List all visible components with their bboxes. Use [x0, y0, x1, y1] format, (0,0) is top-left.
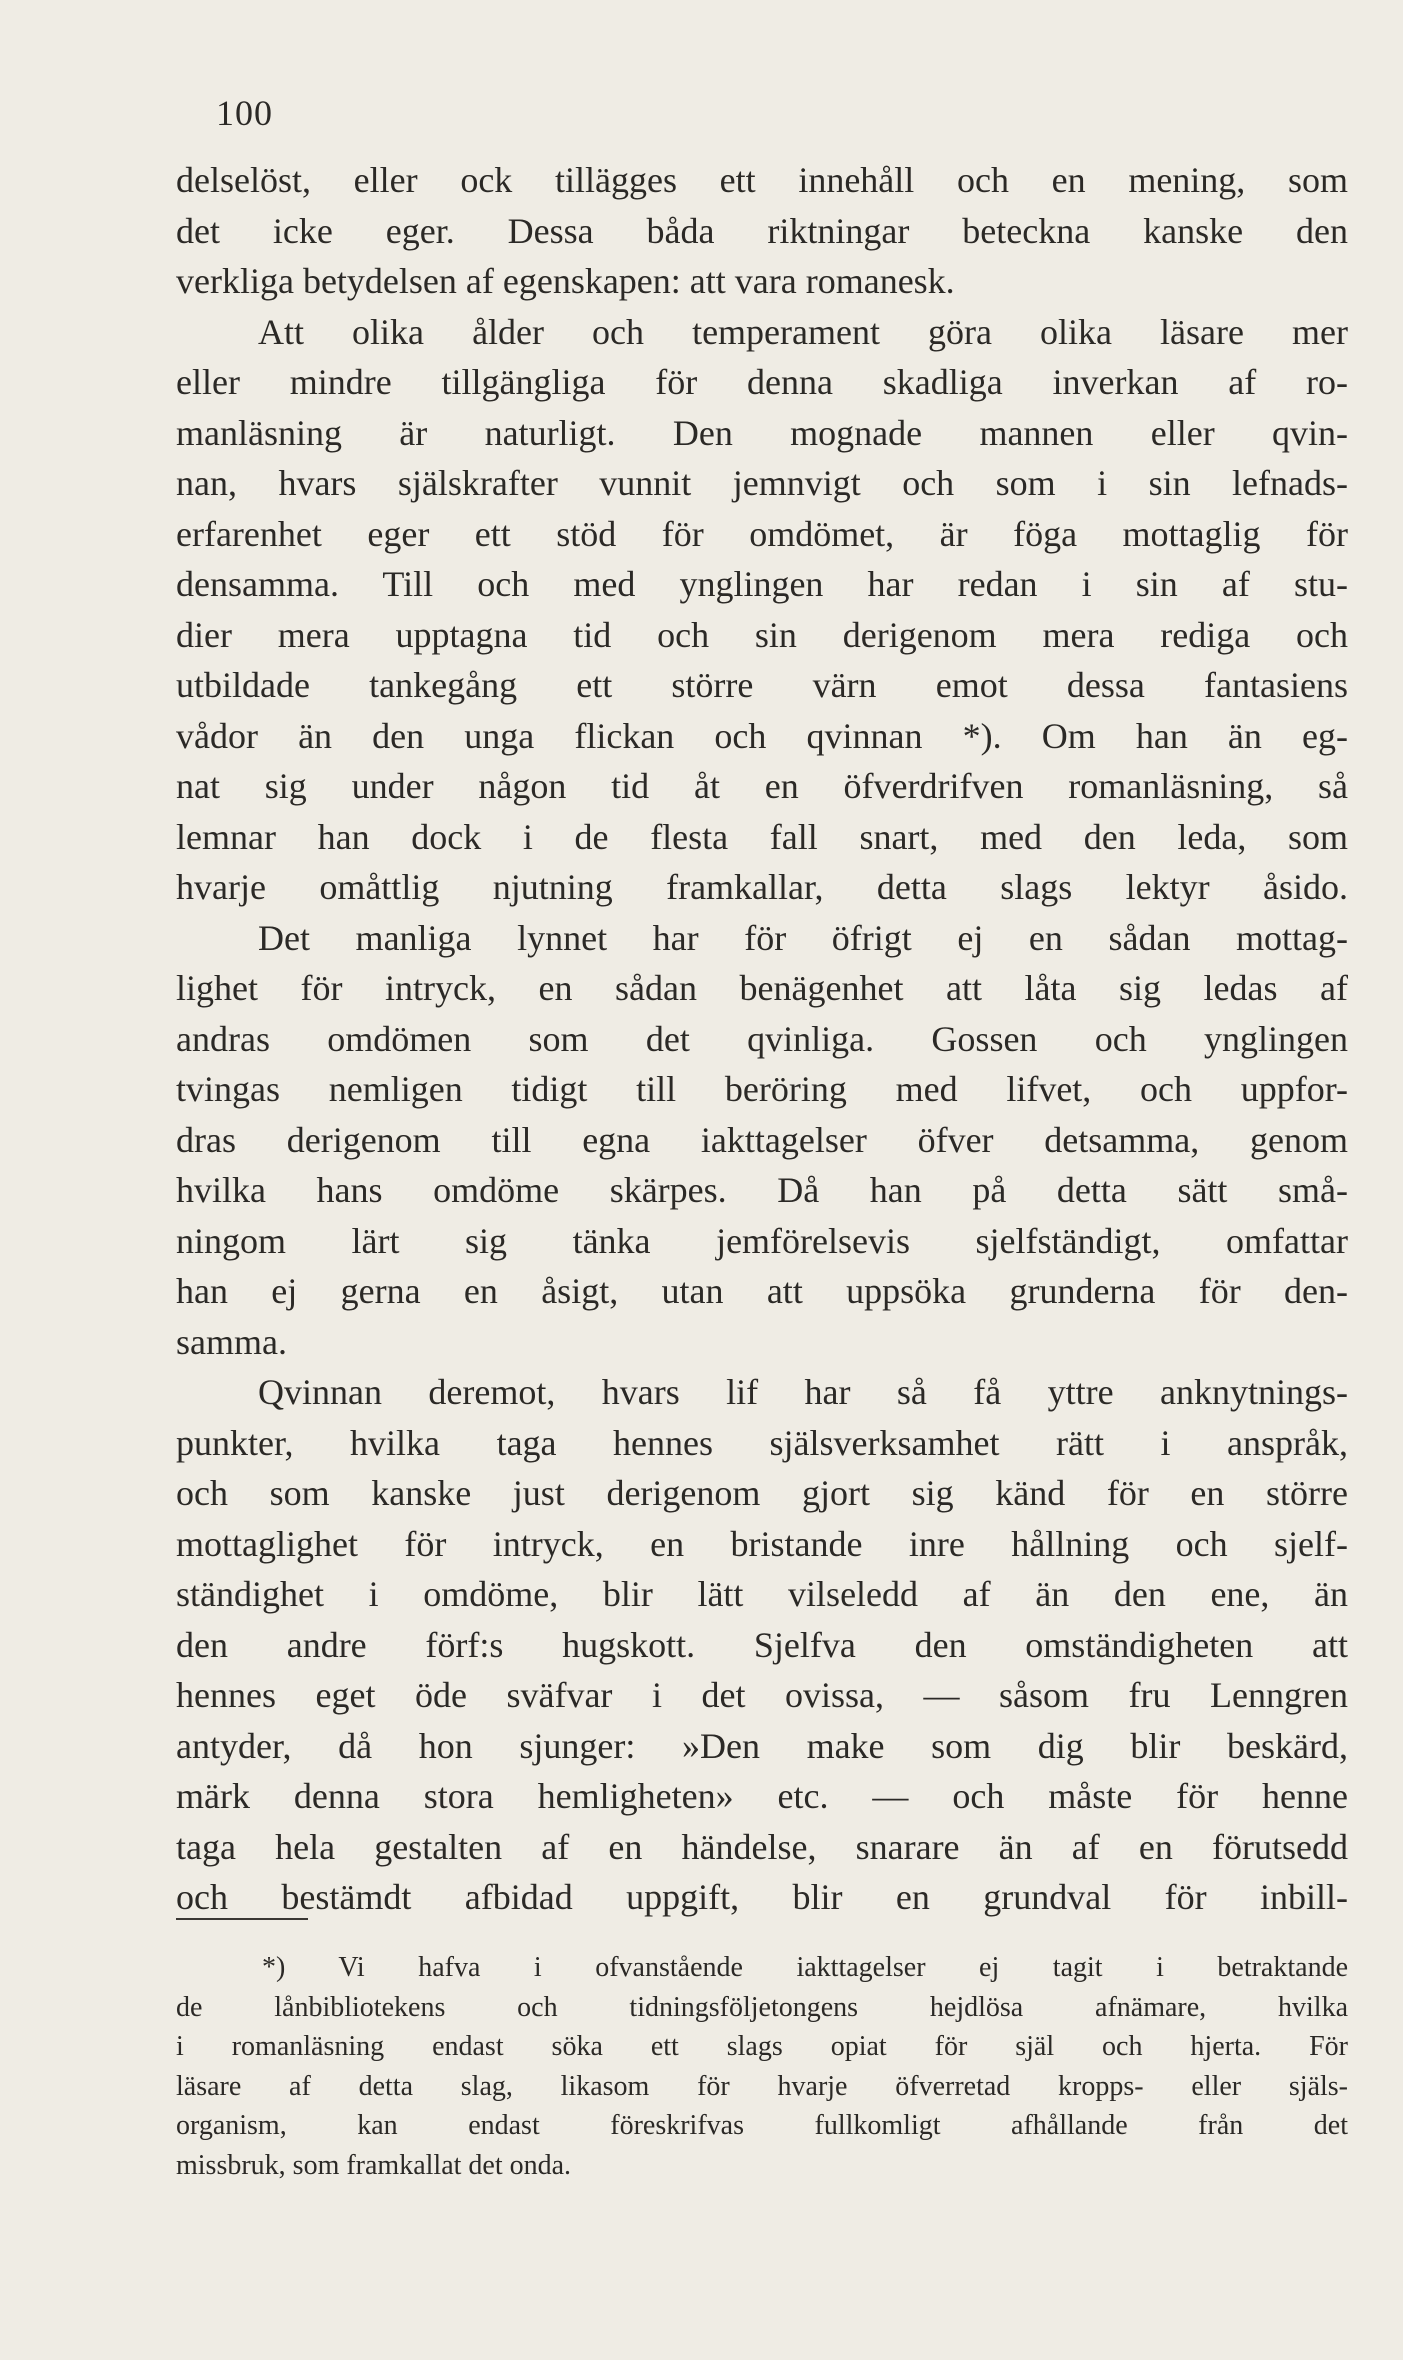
- text-line: samma.: [176, 1321, 287, 1362]
- text-line: punkter, hvilka taga hennes själsverksamhet rätt i anspråk,: [176, 1422, 1348, 1463]
- footnote-line: läsare af detta slag, likasom för hvarje öfverretad kropps- eller själs-: [176, 2070, 1348, 2102]
- text-line: andras omdömen som det qvinliga. Gossen och ynglingen: [176, 1018, 1348, 1059]
- text-line: delselöst, eller ock tillägges ett innehåll och en mening, som: [176, 160, 1348, 200]
- text-line: lighet för intryck, en sådan benägenhet att låta sig ledas af: [176, 968, 1348, 1008]
- text-line: dier mera upptagna tid och sin derigenom mera rediga och: [176, 614, 1348, 655]
- text-line: Att olika ålder och temperament göra olika läsare mer: [258, 311, 1348, 352]
- body-text: [176, 155, 1348, 1923]
- text-line: ningom lärt sig tänka jemförelsevis sjelfständigt, omfattar: [176, 1220, 1348, 1261]
- footnote-divider: [176, 1918, 308, 1920]
- footnote: [176, 1948, 1348, 2185]
- text-line: Det manliga lynnet har för öfrigt ej en sådan mottag-: [258, 917, 1348, 958]
- footnote-line: missbruk, som framkallat det onda.: [176, 2149, 572, 2181]
- text-line: eller mindre tillgängliga för denna skadliga inverkan af ro-: [176, 362, 1348, 402]
- text-line: manläsning är naturligt. Den mognade mannen eller qvin-: [176, 412, 1348, 453]
- text-line: verkliga betydelsen af egenskapen: att vara romanesk.: [176, 261, 955, 301]
- text-line: han ej gerna en åsigt, utan att uppsöka grunderna för den-: [176, 1271, 1348, 1311]
- footnote-line: de lånbibliotekens och tidningsföljetongens hejdlösa afnämare, hvilka: [176, 1991, 1348, 2023]
- text-line: nan, hvars själskrafter vunnit jemnvigt och som i sin lefnads-: [176, 463, 1348, 503]
- text-line: och bestämdt afbidad uppgift, blir en grundval för inbill-: [176, 1877, 1348, 1917]
- text-line: mottaglighet för intryck, en bristande inre hållning och sjelf-: [176, 1523, 1348, 1564]
- text-line: hennes eget öde sväfvar i det ovissa, — såsom fru Lenngren: [176, 1675, 1348, 1715]
- text-line: nat sig under någon tid åt en öfverdrifven romanläsning, så: [176, 766, 1348, 806]
- text-line: det icke eger. Dessa båda riktningar beteckna kanske den: [176, 210, 1348, 251]
- text-line: tvingas nemligen tidigt till beröring med lifvet, och uppfor-: [176, 1069, 1348, 1109]
- text-line: och som kanske just derigenom gjort sig känd för en större: [176, 1473, 1348, 1513]
- text-line: den andre förf:s hugskott. Sjelfva den omständigheten att: [176, 1624, 1348, 1665]
- text-line: märk denna stora hemligheten» etc. — och måste för henne: [176, 1776, 1348, 1816]
- text-line: hvilka hans omdöme skärpes. Då han på detta sätt små-: [176, 1170, 1348, 1210]
- text-line: ständighet i omdöme, blir lätt vilseledd af än den ene, än: [176, 1574, 1348, 1614]
- footnote-line: i romanläsning endast söka ett slags opiat för själ och hjerta. För: [176, 2031, 1348, 2062]
- text-line: taga hela gestalten af en händelse, snarare än af en förutsedd: [176, 1826, 1348, 1867]
- text-line: dras derigenom till egna iakttagelser öfver detsamma, genom: [176, 1119, 1348, 1160]
- text-line: utbildade tankegång ett större värn emot dessa fantasiens: [176, 665, 1348, 705]
- text-line: Qvinnan deremot, hvars lif har så få yttre anknytnings-: [258, 1372, 1348, 1412]
- footnote-line: organism, kan endast föreskrifvas fullkomligt afhållande från det: [176, 2110, 1348, 2141]
- text-line: lemnar han dock i de flesta fall snart, med den leda, som: [176, 816, 1348, 857]
- text-line: hvarje omåttlig njutning framkallar, detta slags lektyr åsido.: [176, 867, 1348, 907]
- text-line: antyder, då hon sjunger: »Den make som dig blir beskärd,: [176, 1725, 1348, 1766]
- text-line: vådor än den unga flickan och qvinnan *). Om han än eg-: [176, 715, 1348, 756]
- text-line: erfarenhet eger ett stöd för omdömet, är föga mottaglig för: [176, 513, 1348, 554]
- footnote-line: *) Vi hafva i ofvanstående iakttagelser ej tagit i betraktande: [262, 1952, 1348, 1983]
- text-line: densamma. Till och med ynglingen har redan i sin af stu-: [176, 564, 1348, 604]
- page-number: 100: [216, 93, 273, 133]
